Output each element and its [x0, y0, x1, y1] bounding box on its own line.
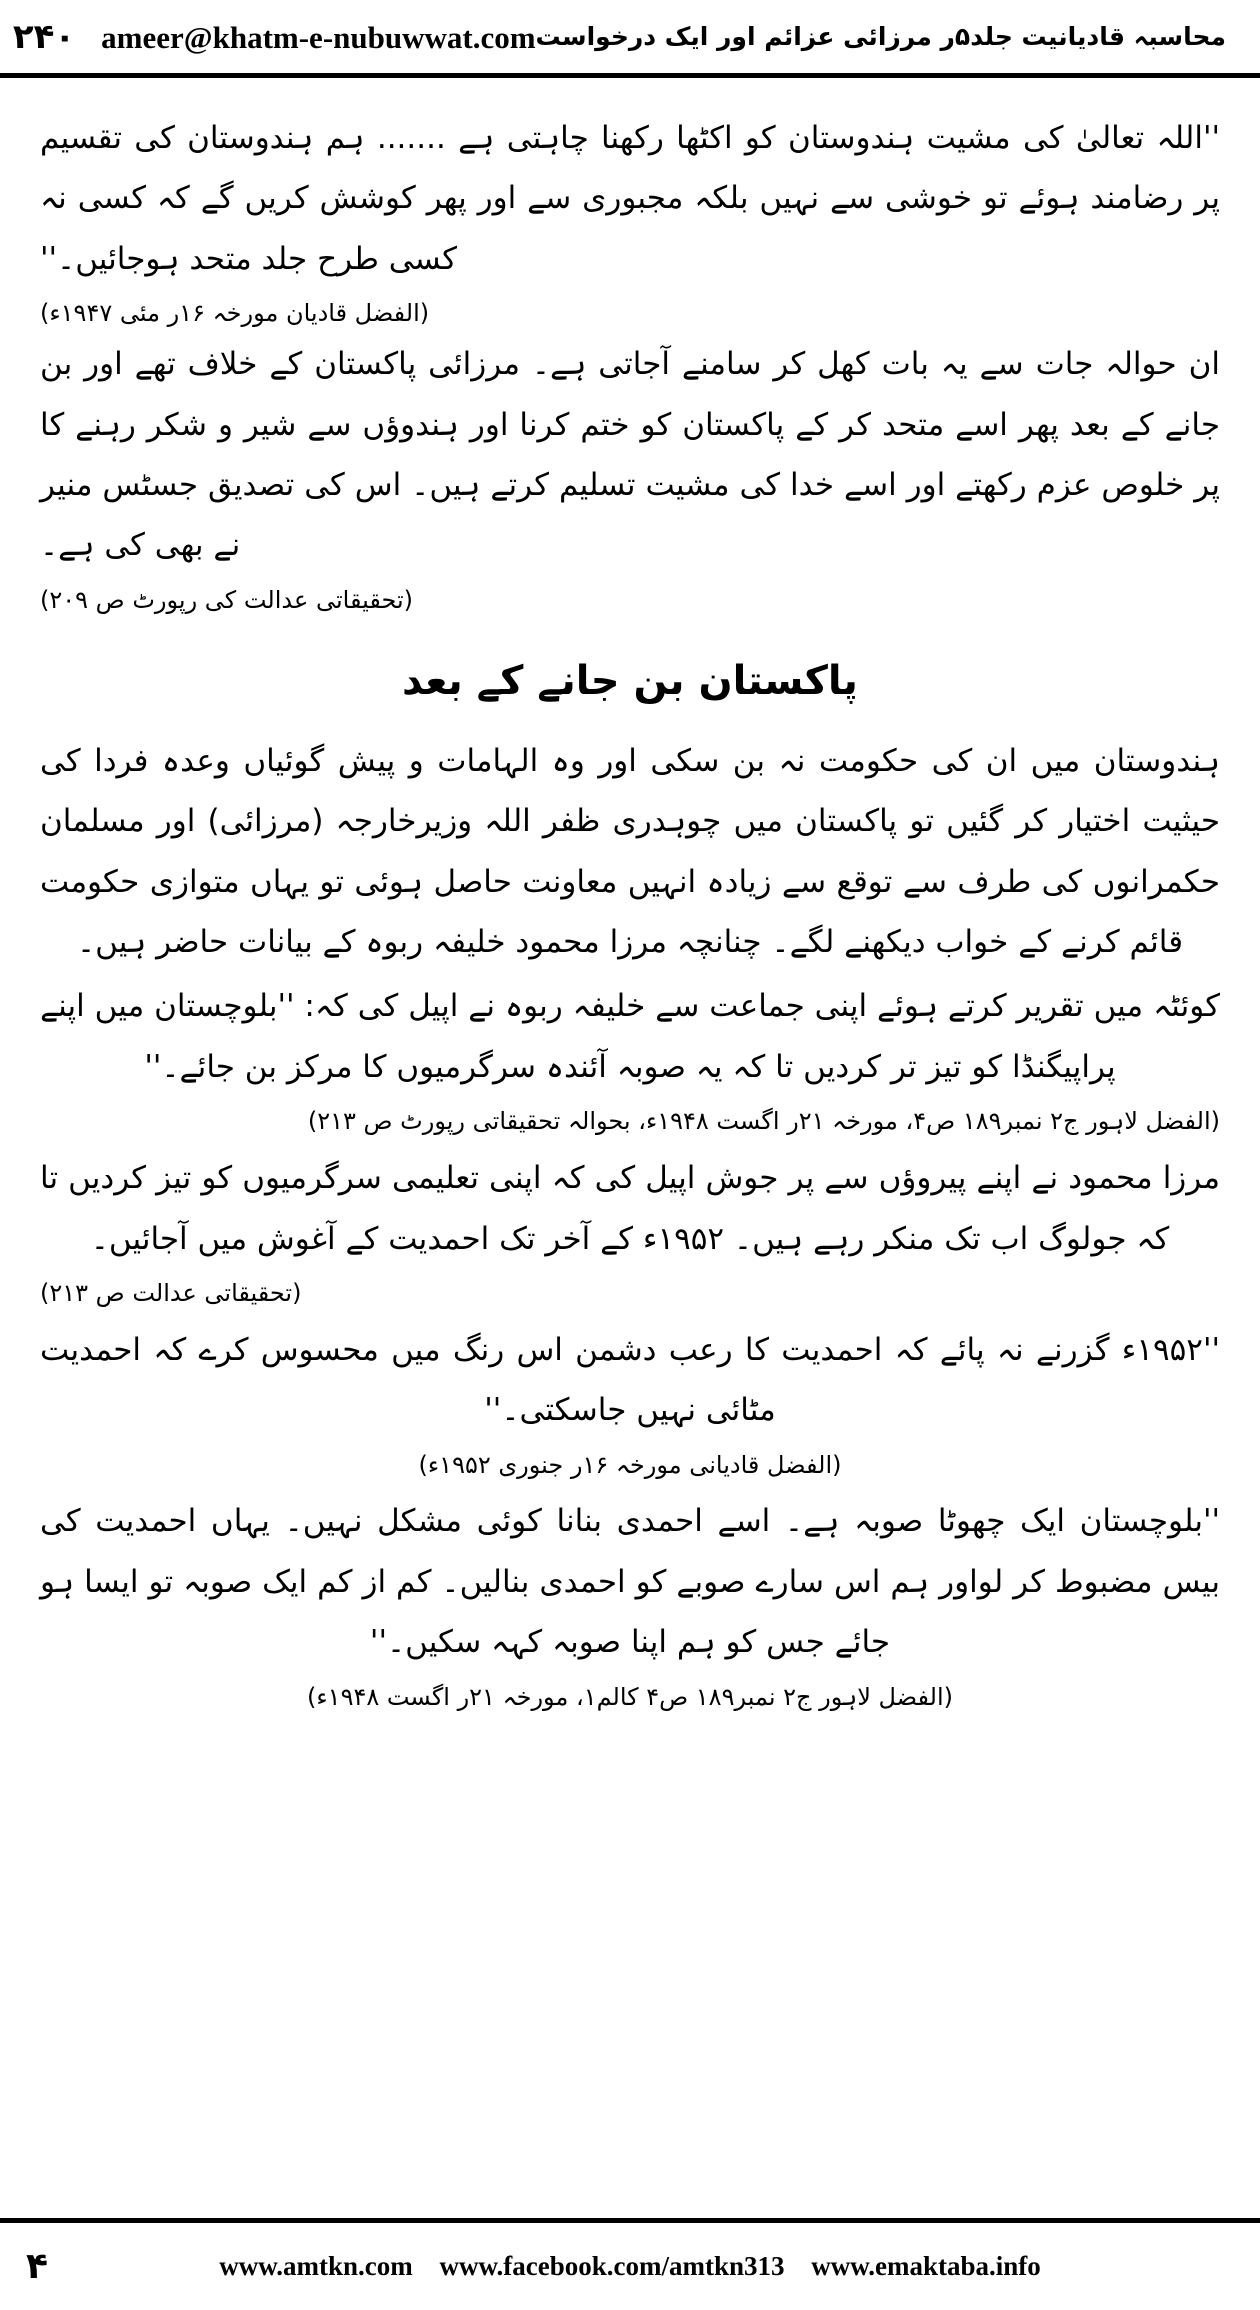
body-paragraph-2: ان حوالہ جات سے یہ بات کھل کر سامنے آجاتی ہے۔ مرزائی پاکستان کے خلاف تھے اور بن جانے کے بعد پھر اسے متحد کر کے پاکستان کو ختم کرنا اور ہندوؤں سے شیر و شکر رہنے کا پر خلوص عزم رکھتے اور اسے خدا کی مشیت تسلیم کرتے ہیں۔ اس کی تصدیق جسٹس منیر نے بھی کی ہے۔ — [40, 346, 1220, 564]
contact-email: ameer@khatm-e-nubuwwat.com — [101, 19, 536, 55]
page-content — [0, 78, 1260, 2218]
reference-1: (الفضل قادیان مورخہ ۱۶ر مئی ۱۹۴۷ء) — [40, 299, 430, 328]
body-paragraph-3: ہندوستان میں ان کی حکومت نہ بن سکی اور وہ الہامات و پیش گوئیاں وعدہ فردا کی حیثیت اختیار کر گئیں تو پاکستان میں چوہدری ظفر اللہ وزیرخارجہ (مرزائی) اور مسلمان حکمرانوں کی طرف سے توقع سے زیادہ انہیں معاونت حاصل ہوئی تو یہاں متوازی حکومت قائم کرنے کے خواب دیکھنے لگے۔ چنانچہ مرزا محمود خلیفہ ربوہ کے بیانات حاضر ہیں۔ — [40, 742, 1220, 960]
quote-paragraph-3: ''بلوچستان ایک چھوٹا صوبہ ہے۔ اسے احمدی بنانا کوئی مشکل نہیں۔ یہاں احمدیت کی بیس مضبوط کر لواور ہم اس سارے صوبے کو احمدی بنالیں۔ کم از کم ایک صوبہ تو ایسا ہو جائے جس کو ہم اپنا صوبہ کہہ سکیں۔'' — [40, 1503, 1220, 1661]
header-page-number: ۲۴۰ — [12, 16, 76, 57]
footer-page-number: ۴ — [26, 2246, 48, 2287]
quote-paragraph-2: ''۱۹۵۲ء گزرنے نہ پائے کہ احمدیت کا رعب دشمن اس رنگ میں محسوس کرے کہ احمدیت مٹائی نہیں جاسکتی۔'' — [40, 1331, 1220, 1429]
footer-link-facebook[interactable]: www.facebook.com/amtkn313 — [439, 2251, 785, 2281]
footer-link-amtkn[interactable]: www.amtkn.com — [219, 2251, 413, 2281]
book-title: محاسبہ قادیانیت جلد۵ر مرزائی عزائم اور ایک درخواست — [535, 22, 1226, 51]
page-header — [0, 0, 1260, 78]
footer-links — [116, 2251, 1144, 2282]
reference-5: (الفضل قادیانی مورخہ ۱۶ر جنوری ۱۹۵۲ء) — [418, 1450, 842, 1479]
footer-link-emaktaba[interactable]: www.emaktaba.info — [811, 2251, 1041, 2281]
header-center-group — [13, 17, 536, 57]
reference-3: (الفضل لاہور ج۲ نمبر۱۸۹ ص۴، مورخہ ۲۱ر اگست ۱۹۴۸ء، بحوالہ تحقیقاتی رپورٹ ص ۲۱۳) — [307, 1107, 1220, 1136]
section-heading: پاکستان بن جانے کے بعد — [402, 657, 858, 704]
body-paragraph-5: مرزا محمود نے اپنے پیروؤں سے پر جوش اپیل کی کہ اپنی تعلیمی سرگرمیوں کو تیز کردیں تا کہ جولوگ اب تک منکر رہے ہیں۔ ۱۹۵۲ء کے آخر تک احمدیت کے آغوش میں آجائیں۔ — [40, 1160, 1220, 1257]
reference-6: (الفضل لاہور ج۲ نمبر۱۸۹ ص۴ کالم۱، مورخہ ۲۱ر اگست ۱۹۴۸ء) — [307, 1682, 953, 1711]
reference-2: (تحقیقاتی عدالت کی رپورٹ ص ۲۰۹) — [40, 585, 414, 614]
body-paragraph-4: کوئٹہ میں تقریر کرتے ہوئے اپنی جماعت سے خلیفہ ربوہ نے اپیل کی کہ: ''بلوچستان میں اپنے پراپیگنڈا کو تیز تر کردیں تا کہ یہ صوبہ آئندہ سرگرمیوں کا مرکز بن جائے۔'' — [40, 988, 1220, 1085]
reference-4: (تحقیقاتی عدالت ص ۲۱۳) — [40, 1278, 302, 1307]
quote-paragraph-1: ''اللہ تعالیٰ کی مشیت ہندوستان کو اکٹھا رکھنا چاہتی ہے ....... ہم ہندوستان کی تقسیم پر رضامند ہوئے تو خوشی سے نہیں بلکہ مجبوری سے اور پھر کوشش کریں گے کہ کسی نہ کسی طرح جلد متحد ہوجائیں۔'' — [40, 120, 1220, 277]
page-footer — [0, 2218, 1260, 2310]
